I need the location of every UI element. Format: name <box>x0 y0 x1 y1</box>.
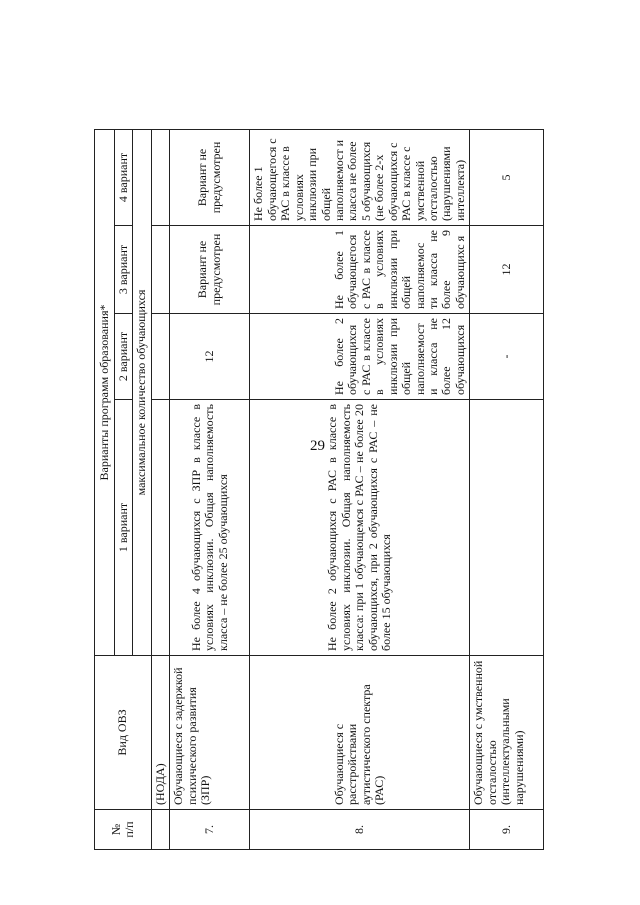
row-v2 <box>151 314 169 400</box>
header-variant-1: 1 вариант <box>115 400 133 656</box>
row-ovz-type: (НОДА) <box>151 656 169 810</box>
row-v4: Вариант не предусмотрен <box>170 129 250 225</box>
row-v3: 12 <box>470 226 544 314</box>
header-variants-title: Варианты программ образования* <box>95 129 115 655</box>
page-number: 29 <box>310 438 325 454</box>
row-ovz-type: Обучающиеся с расстройствами аутистического спектра (РАС) <box>250 656 470 810</box>
row-ovz-type: Обучающиеся с умственной отсталостью (интеллектуальными нарушениями) <box>470 656 544 810</box>
row-v3: Вариант не предусмотрен <box>170 226 250 314</box>
row-v1 <box>470 400 544 656</box>
header-max-students: максимальное количество обучающихся <box>133 129 151 655</box>
header-variant-2: 2 вариант <box>115 314 133 400</box>
row-num: 7. <box>170 810 250 850</box>
row-num: 8. <box>250 810 470 850</box>
row-v3: Не более 1 обучающегося с РАС в классе в условиях инклюзии при общей наполняемос ти класса не более 9 обучающихс я <box>250 226 470 314</box>
row-v2: Не более 2 обучающихся с РАС в классе в условиях инклюзии при общей наполняемост и класса не более 12 обучающихся <box>250 314 470 400</box>
row-v4: Не более 1 обучающегося с РАС в классе в условиях инклюзии при общей наполняемост и класса не более 5 обучающихся (не более 2-х обучающихся с РАС в классе с умственной отсталостью (нарушениями интеллекта) <box>250 129 470 225</box>
table-row <box>170 129 250 849</box>
row-v1: Не более 4 обучающихся с ЗПР в классе в условиях инклюзии. Общая наполняемость класса – не более 25 обучающихся <box>170 400 250 656</box>
rotated-table-container <box>94 130 544 850</box>
row-v1: Не более 2 обучающихся с РАС в классе в условиях инклюзии. Общая наполняемость класса: при 1 обучающемся с РАС – не более 20 обучающихся, при 2 обучающихся с РАС – не более 15 обучающихся <box>250 400 470 656</box>
row-v2: - <box>470 314 544 400</box>
table-row <box>151 129 169 849</box>
header-variant-4: 4 вариант <box>115 129 133 225</box>
table-row <box>470 129 544 849</box>
ovz-variants-table <box>94 129 544 850</box>
header-variant-3: 3 вариант <box>115 226 133 314</box>
row-v3 <box>151 226 169 314</box>
row-v4: 5 <box>470 129 544 225</box>
row-v4 <box>151 129 169 225</box>
row-ovz-type: Обучающиеся с задержкой психического развития (ЗПР) <box>170 656 250 810</box>
row-num: 9. <box>470 810 544 850</box>
header-num: № п/п <box>95 810 152 850</box>
row-num <box>151 810 169 850</box>
row-v1 <box>151 400 169 656</box>
table-row <box>250 129 470 849</box>
row-v2: 12 <box>170 314 250 400</box>
header-ovz-type: Вид ОВЗ <box>95 656 152 810</box>
